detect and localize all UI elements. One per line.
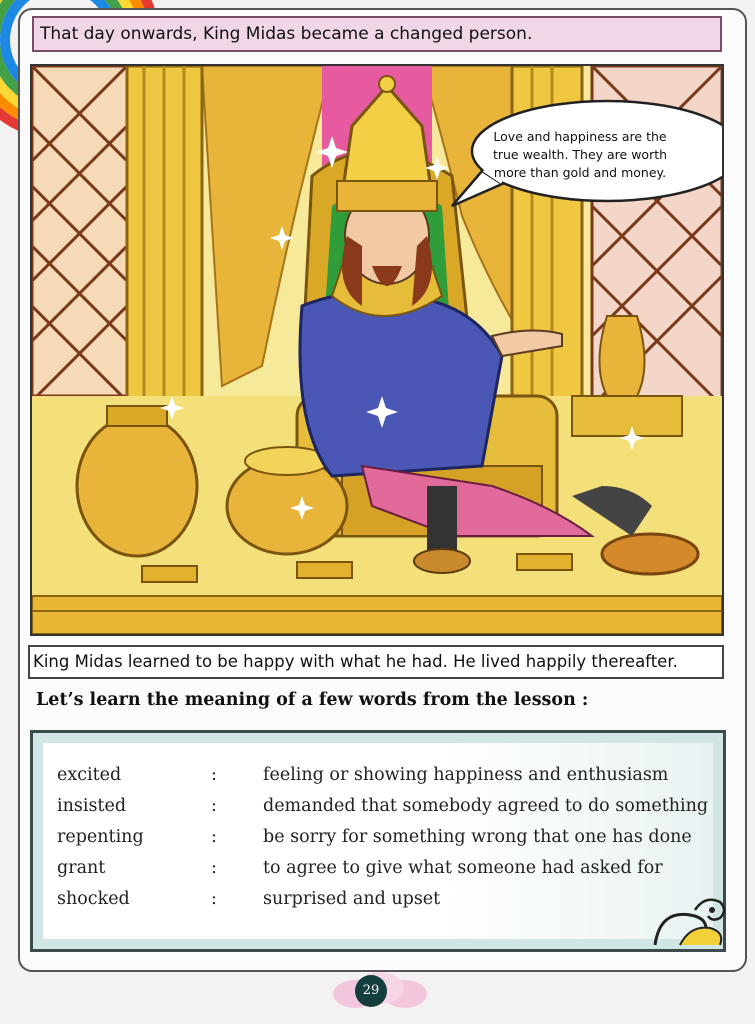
speech-line: Love and happiness are the	[493, 129, 667, 144]
vocab-meaning: demanded that somebody agreed to do something	[263, 796, 709, 816]
vocab-row-insisted	[57, 796, 717, 828]
speech-bubble-text	[470, 128, 690, 182]
vocab-word: repenting	[57, 827, 144, 847]
vocab-word: grant	[57, 858, 106, 878]
vocab-heading: Let’s learn the meaning of a few words from the lesson :	[36, 690, 589, 710]
vocab-row-repenting	[57, 827, 717, 859]
speech-line: more than gold and money.	[493, 165, 667, 180]
bottom-caption: King Midas learned to be happy with what he had. He lived happily thereafter.	[28, 645, 724, 679]
vocab-row-shocked	[57, 889, 717, 921]
vocab-inner	[43, 743, 713, 939]
top-caption: That day onwards, King Midas became a changed person.	[32, 16, 722, 52]
vocab-separator: :	[211, 889, 217, 909]
vocab-meaning: to agree to give what someone had asked for	[263, 858, 663, 878]
vocab-separator: :	[211, 827, 217, 847]
vocab-word: excited	[57, 765, 122, 785]
vocab-separator: :	[211, 858, 217, 878]
vocab-meaning: feeling or showing happiness and enthusiasm	[263, 765, 669, 785]
vocab-word: insisted	[57, 796, 127, 816]
vocab-separator: :	[211, 765, 217, 785]
vocab-meaning: be sorry for something wrong that one has done	[263, 827, 692, 847]
vocab-word: shocked	[57, 889, 130, 909]
vocab-box	[30, 730, 726, 952]
speech-line: true wealth. They are worth	[492, 147, 668, 162]
lattice-left	[32, 66, 127, 396]
vocab-meaning: surprised and upset	[263, 889, 441, 909]
vocab-separator: :	[211, 796, 217, 816]
vocab-row-grant	[57, 858, 717, 890]
page-number: 29	[355, 975, 387, 1007]
vocab-row-excited	[57, 765, 717, 797]
swirl-ornament-icon	[650, 890, 730, 950]
